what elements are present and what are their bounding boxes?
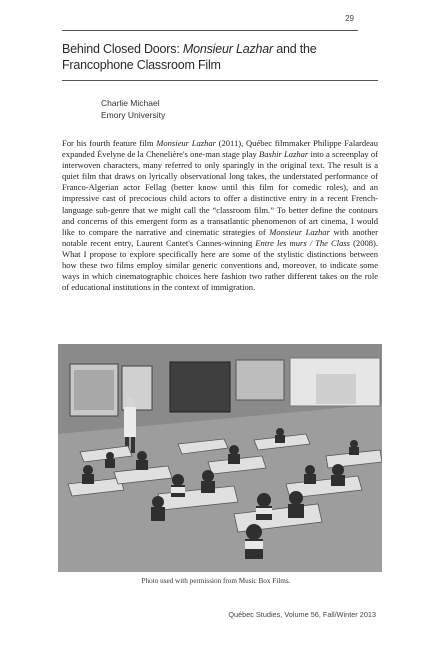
journal-footer (228, 610, 376, 619)
classroom-photo (58, 344, 382, 572)
author-affiliation: Emory University (101, 110, 166, 120)
figure-caption: Photo used with permission from Music Box Films. (141, 577, 291, 585)
abstract-text-run: (2008). What I propose to explore specifically here are some of the stylistic distinctions between how these two films employ similar generic conventions and, moreover, to indicate some ways in which cinematographic choices here fashion two rather different takes on the role of educational institutions in the context of immigration. (62, 237, 378, 293)
author-block (101, 97, 165, 121)
abstract-film-title: Entre les murs / The Class (255, 237, 351, 248)
title-film-name: Monsieur Lazhar (182, 42, 273, 56)
title-tail: and the Francophone Classroom Film (62, 42, 317, 72)
title-lead: Behind Closed Doors: (62, 42, 183, 56)
journal-name: Québec Studies (228, 610, 281, 619)
abstract-text-run: with another notable recent entry, Laurent Cantet's Cannes-winning (62, 226, 378, 248)
header-rule (62, 30, 358, 31)
classroom-photo-illustration (58, 344, 382, 572)
page-number: 29 (345, 14, 354, 23)
abstract-paragraph (62, 138, 378, 293)
abstract-film-title: Monsieur Lazhar (156, 138, 216, 148)
abstract-text-run: into a screenplay of interwoven characters, many referred to only sparingly in the original text. The result is a quiet film that draws on lyrically observational long takes, the understated performance of Franco-Algerian actor Fellag (better know until this film for comedic roles), and an impressive cast of precocious child actors to offer a distinctive entry in a recent French-language sub-genre that we might call the “classroom film.” To better define the contours and concerns of this emergent form as a transatlantic phenomenon of art cinema, I would like to compare the narrative and cinematic strategies of (62, 149, 378, 237)
abstract-film-title: Monsieur Lazhar (269, 226, 330, 237)
abstract-text-run: For his fourth feature film (62, 138, 157, 148)
article-title (62, 41, 362, 73)
journal-issue: , Volume 56, Fall/Winter 2013 (280, 610, 376, 619)
abstract-text-run: (2011), Québec filmmaker Philippe Falardeau expanded Évelyne de la Chenelière's one-man stage play (62, 138, 378, 160)
author-name: Charlie Michael (101, 98, 160, 108)
abstract-film-title: Bashir Lazhar (259, 149, 309, 160)
title-rule (62, 80, 378, 81)
